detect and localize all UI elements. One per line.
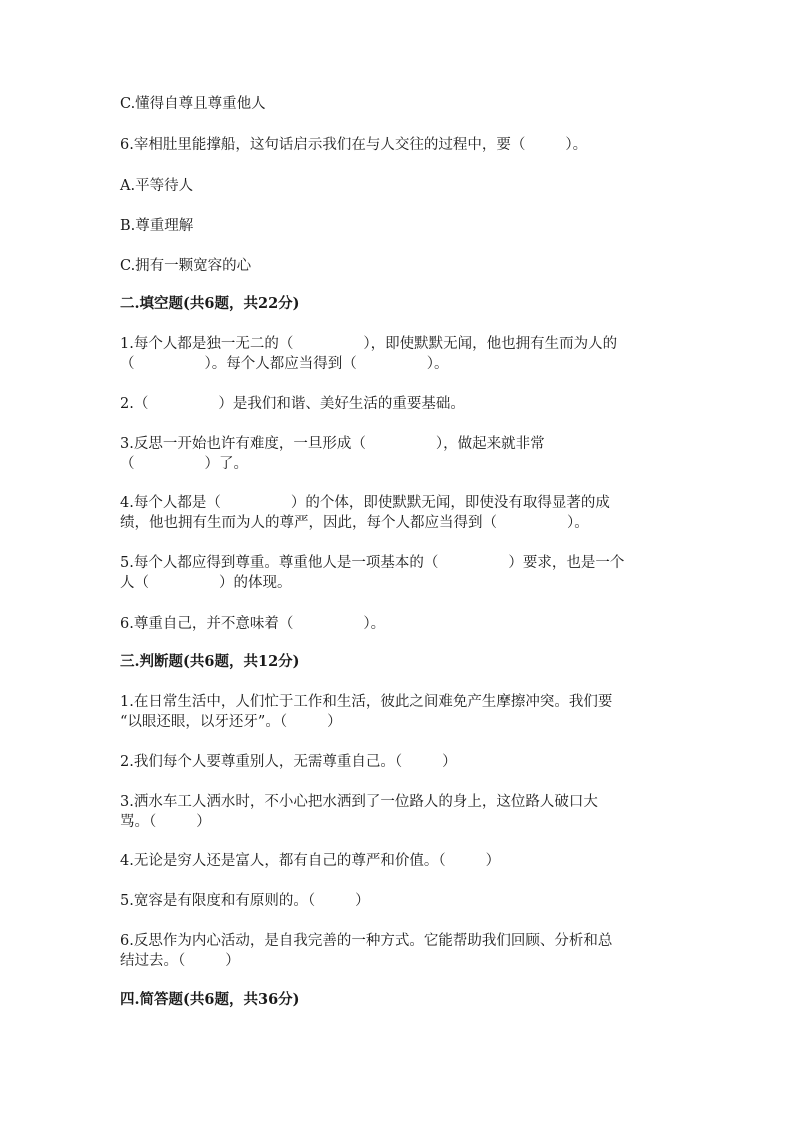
fill-item-3: [120, 434, 545, 474]
judge-3-text-b: 骂。（: [120, 814, 157, 830]
judge-3-text-a: 3.洒水车工人洒水时，不小心把水洒到了一位路人的身上，这位路人破口大: [120, 794, 598, 810]
section-2-heading: 二.填空题(共6题，共22分): [120, 295, 300, 312]
fill-item-1: [120, 334, 617, 374]
judge-item-5: [120, 891, 370, 911]
fill-4-text-c: 绩，他也拥有生而为人的尊严，因此，每个人都应当得到（: [120, 515, 497, 531]
fill-5-text-d: ）的体现。: [219, 575, 292, 591]
judge-1-text-a: 1.在日常生活中，人们忙于工作和生活，彼此之间难免产生摩擦冲突。我们要: [120, 694, 613, 710]
fill-4-text-b: ）的个体，即使默默无闻，即使没有取得显著的成: [290, 495, 610, 511]
fill-5-text-c: 人（: [120, 575, 149, 591]
q6-option-c: C.拥有一颗宽容的心: [120, 258, 252, 274]
fill-2-text-b: ）是我们和谐、美好生活的重要基础。: [218, 396, 465, 412]
judge-2-text-b: ）: [442, 754, 457, 770]
fill-item-5: [120, 553, 624, 593]
judge-item-1: [120, 692, 612, 732]
fill-item-6: [120, 614, 385, 634]
fill-4-text-d: ）。: [567, 515, 589, 531]
fill-1-text-a: 1.每个人都是独一无二的（: [120, 336, 294, 352]
q6-option-a: A.平等待人: [120, 178, 194, 194]
fill-1-text-b: ），即使默默无闻，他也拥有生而为人的: [363, 336, 618, 352]
fill-2-text-a: 2.（: [120, 396, 149, 412]
judge-6-text-a: 6.反思作为内心活动，是自我完善的一种方式。它能帮助我们回顾、分析和总: [120, 933, 613, 949]
fill-1-text-e: ）。: [426, 356, 449, 372]
judge-5-text-a: 5.宽容是有限度和有原则的。（: [120, 893, 316, 909]
judge-6-text-c: ）: [225, 953, 240, 969]
judge-3-text-c: ）: [196, 814, 211, 830]
judge-4-text-b: ）: [485, 853, 501, 869]
q6-text-a: 6.宰相肚里能撑船，这句话启示我们在与人交往的过程中，要（: [120, 137, 526, 153]
judge-4-text-a: 4.无论是穷人还是富人，都有自己的尊严和价值。（: [120, 853, 446, 869]
judge-item-3: [120, 792, 598, 832]
q5-option-c: C.懂得自尊且尊重他人: [120, 96, 266, 112]
fill-3-text-a: 3.反思一开始也许有难度，一旦形成（: [120, 436, 366, 452]
fill-1-text-d: ）。每个人都应当得到（: [204, 356, 357, 372]
judge-1-text-b: “以眼还眼，以牙还牙”。（: [120, 714, 288, 730]
judge-2-text-a: 2.我们每个人要尊重别人，无需尊重自己。（: [120, 754, 403, 770]
judge-6-text-b: 结过去。（: [120, 953, 186, 969]
fill-5-text-a: 5.每个人都应得到尊重。尊重他人是一项基本的（: [120, 555, 439, 571]
fill-3-text-d: ）了。: [204, 456, 248, 472]
fill-3-text-c: （: [120, 456, 135, 472]
judge-item-4: [120, 851, 500, 871]
fill-item-4: [120, 493, 610, 533]
judge-5-text-b: ）: [355, 893, 370, 909]
fill-3-text-b: ），做起来就非常: [435, 436, 545, 452]
judge-item-6: [120, 931, 612, 971]
fill-item-2: [120, 394, 465, 414]
fill-5-text-b: ）要求，也是一个: [508, 555, 625, 571]
q6-text-b: ）。: [565, 137, 588, 153]
judge-item-2: [120, 752, 457, 772]
section-4-heading: 四.简答题(共6题，共36分): [120, 991, 300, 1008]
fill-6-text-b: ）。: [363, 616, 386, 632]
q6-question: [120, 135, 587, 155]
fill-1-text-c: （: [120, 356, 135, 372]
judge-1-text-c: ）: [327, 714, 342, 730]
q6-option-b: B.尊重理解: [120, 218, 194, 234]
fill-4-text-a: 4.每个人都是（: [120, 495, 221, 511]
fill-6-text-a: 6.尊重自己，并不意味着（: [120, 616, 294, 632]
section-3-heading: 三.判断题(共6题，共12分): [120, 653, 300, 670]
